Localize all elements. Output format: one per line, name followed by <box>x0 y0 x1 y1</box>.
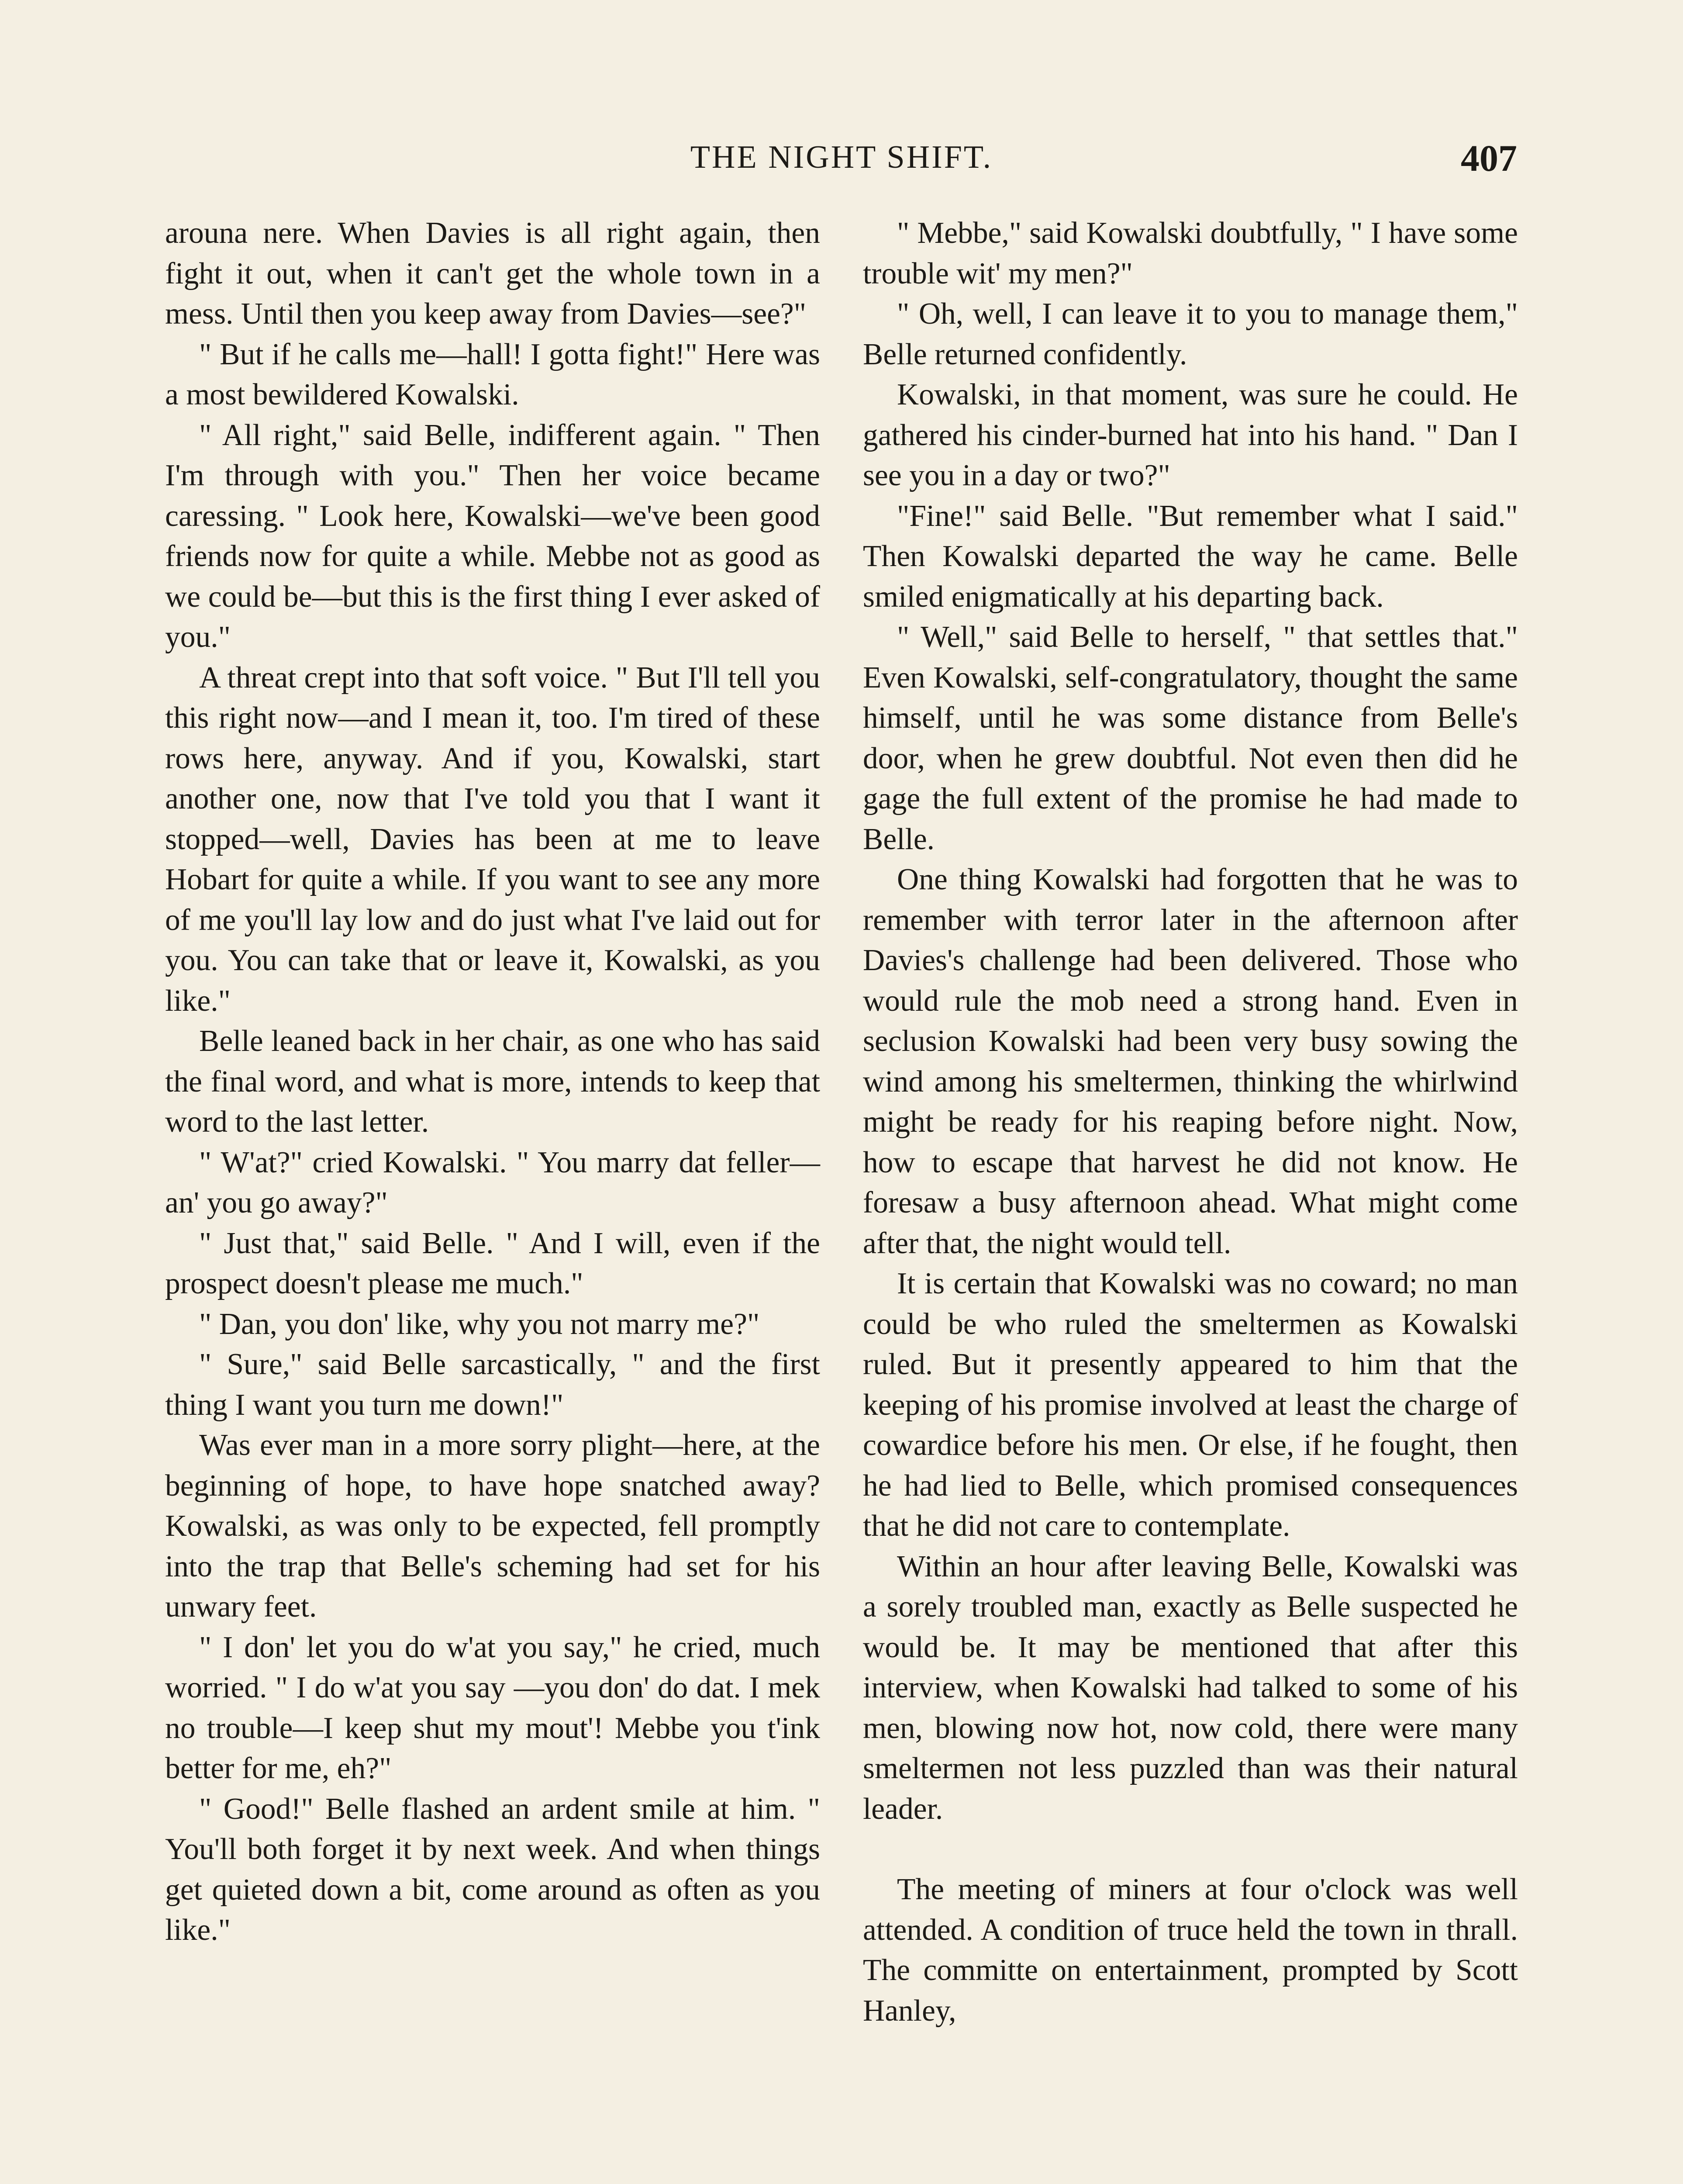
paragraph: "Fine!" said Belle. "But remember what I said." Then Kowalski departed the way he came. Belle smiled enigmatically at his departing back. <box>863 499 1518 614</box>
running-title: THE NIGHT SHIFT. <box>690 139 993 175</box>
paragraph: " Oh, well, I can leave it to you to manage them," Belle returned confidently. <box>863 297 1518 371</box>
paragraph: " W'at?" cried Kowalski. " You marry dat feller—an' you go away?" <box>165 1145 820 1220</box>
paragraph: " Mebbe," said Kowalski doubtfully, " I have some trouble wit' my men?" <box>863 216 1518 290</box>
paragraph: arouna nere. When Davies is all right again, then fight it out, when it can't get the whole town in a mess. Until then you keep away from Davies—see?" <box>165 216 820 331</box>
paragraph: A threat crept into that soft voice. " But I'll tell you this right now—and I mean it, too. I'm tired of these rows here, anyway. And if you, Kowalski, start another one, now that I've told you that I want it stopped—well, Davies has been at me to leave Hobart for quite a while. If you want to see any more of me you'll lay low and do just what I've laid out for you. You can take that or leave it, Kowalski, as you like." <box>165 660 820 1018</box>
right-column <box>863 213 1518 2031</box>
paragraph: " All right," said Belle, indifferent again. " Then I'm through with you." Then her voice became caressing. " Look here, Kowalski—we've been good friends now for quite a while. Mebbe not as good as we could be—but this is the first thing I ever asked of you." <box>165 418 820 654</box>
paragraph: Belle leaned back in her chair, as one who has said the final word, and what is more, intends to keep that word to the last letter. <box>165 1024 820 1139</box>
paragraph: " Good!" Belle flashed an ardent smile at him. " You'll both forget it by next week. And when things get quieted down a bit, come around as often as you like." <box>165 1792 820 1947</box>
paragraph: " Well," said Belle to herself, " that settles that." Even Kowalski, self-congratulatory, thought the same himself, until he was some distance from Belle's door, when he grew doubtful. Not even then did he gage the full extent of the promise he had made to Belle. <box>863 620 1518 856</box>
paragraph: " Dan, you don' like, why you not marry me?" <box>199 1307 760 1341</box>
paragraph: Kowalski, in that moment, was sure he could. He gathered his cinder-burned hat into his hand. " Dan I see you in a day or two?" <box>863 378 1518 492</box>
left-column <box>165 213 820 1951</box>
page-number: 407 <box>1461 137 1517 179</box>
paragraph: One thing Kowalski had forgotten that he was to remember with terror later in the afternoon after Davies's challenge had been delivered. Those who would rule the mob need a strong hand. Even in seclusion Kowalski had been very busy sowing the wind among his smeltermen, thinking the whirlwind might be ready for his reaping before night. Now, how to escape that harvest he did not know. He foresaw a busy afternoon ahead. What might come after that, the night would tell. <box>863 863 1518 1260</box>
paragraph: Was ever man in a more sorry plight—here, at the beginning of hope, to have hope snatched away? Kowalski, as was only to be expected, fell promptly into the trap that Belle's scheming had set for his unwary feet. <box>165 1428 820 1624</box>
paragraph: " I don' let you do w'at you say," he cried, much worried. " I do w'at you say —you don' do dat. I mek no trouble—I keep shut my mout'! Mebbe you t'ink better for me, eh?" <box>165 1630 820 1785</box>
paragraph: " But if he calls me—hall! I gotta fight!" Here was a most bewildered Kowalski. <box>165 337 820 411</box>
paragraph: The meeting of miners at four o'clock was well attended. A condition of truce held the town in thrall. The committe on entertainment, prompted by Scott Hanley, <box>863 1873 1518 2028</box>
paragraph: " Sure," said Belle sarcastically, " and the first thing I want you turn me down!" <box>165 1348 820 1422</box>
paragraph: Within an hour after leaving Belle, Kowalski was a sorely troubled man, exactly as Belle suspected he would be. It may be mentioned that after this interview, when Kowalski had talked to some of his men, blowing now hot, now cold, there were many smeltermen not less puzzled than was their natural leader. <box>863 1549 1518 1826</box>
paragraph: " Just that," said Belle. " And I will, even if the prospect doesn't please me much." <box>165 1226 820 1300</box>
page-header <box>166 139 1517 187</box>
paragraph: It is certain that Kowalski was no coward; no man could be who ruled the smeltermen as Kowalski ruled. But it presently appeared to him that the keeping of his promise involved at least the charge of cowardice before his men. Or else, if he fought, then he had lied to Belle, which promised consequences that he did not care to contemplate. <box>863 1267 1518 1543</box>
